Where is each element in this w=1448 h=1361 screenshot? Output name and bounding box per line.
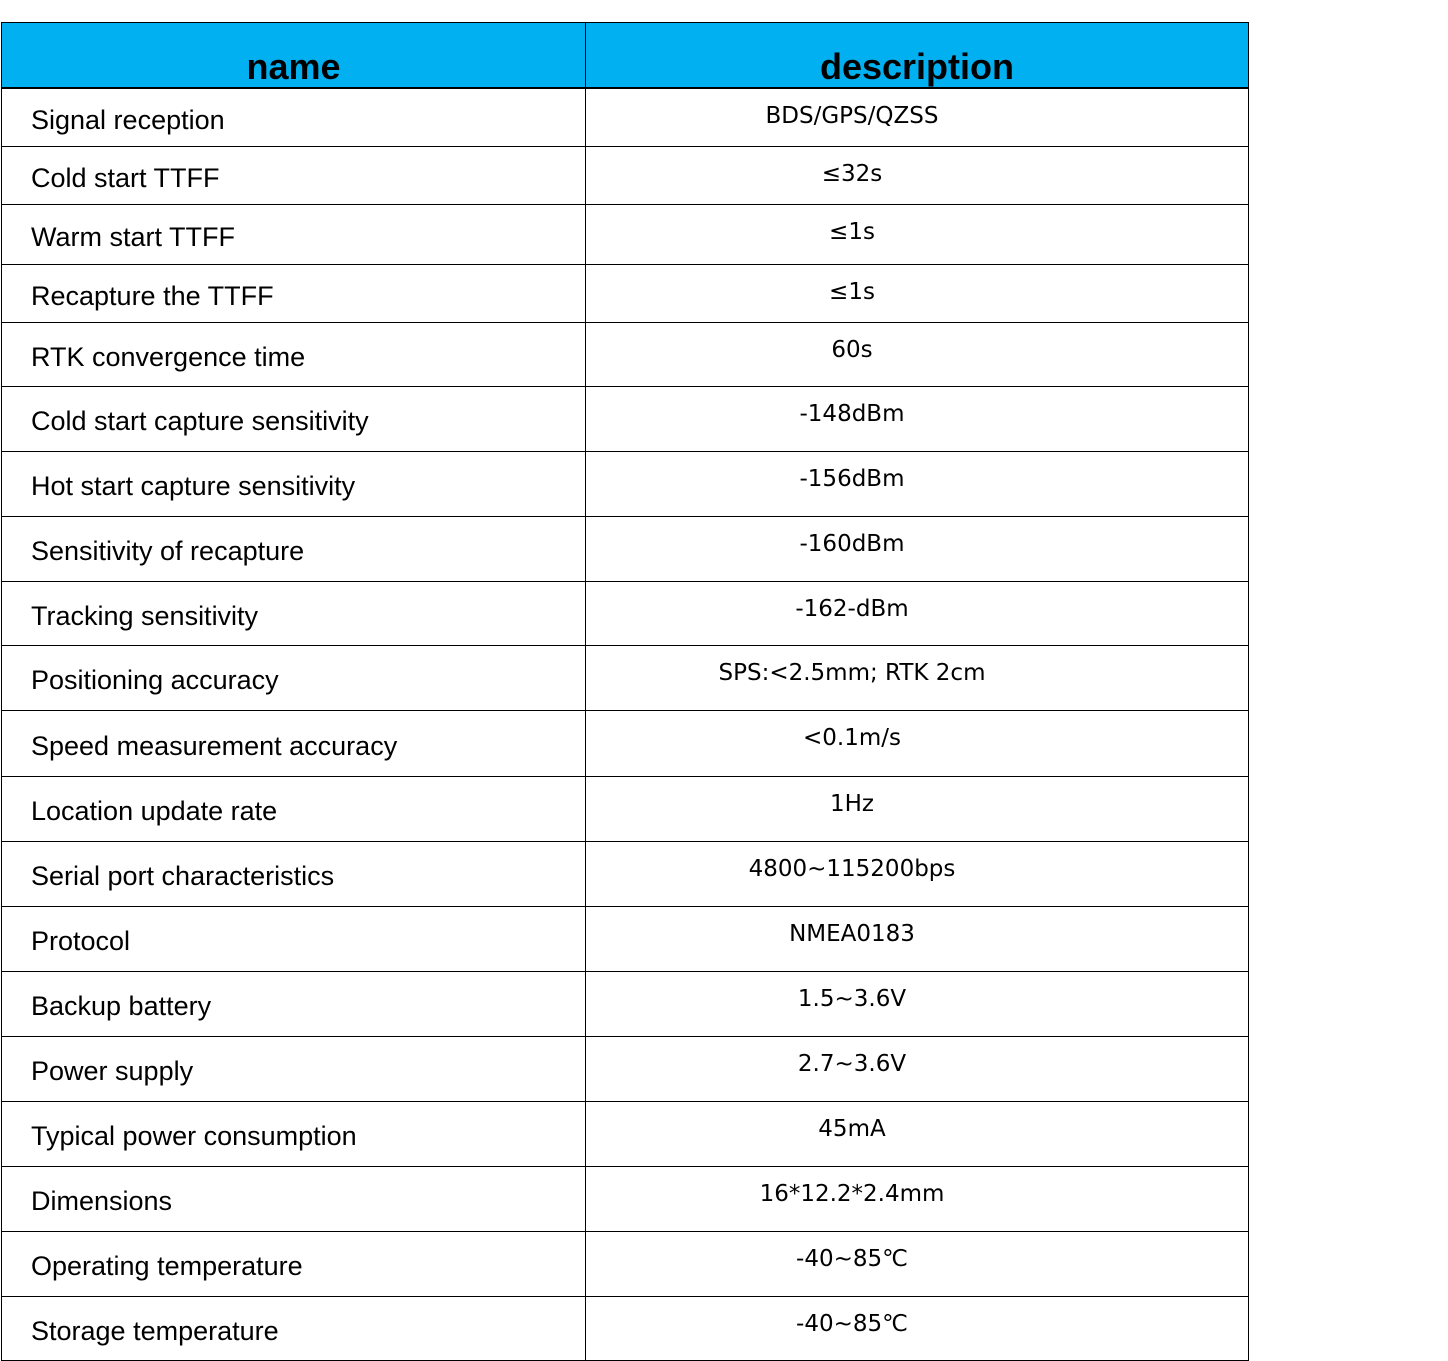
table-row bbox=[2, 1101, 1249, 1166]
header-row bbox=[2, 23, 1249, 89]
cell-description: -40~85℃ bbox=[586, 1231, 1249, 1296]
cell-name: Power supply bbox=[2, 1036, 586, 1101]
table-row bbox=[2, 710, 1249, 776]
cell-name: Tracking sensitivity bbox=[2, 581, 586, 645]
cell-description: -156dBm bbox=[586, 451, 1249, 516]
table-row bbox=[2, 451, 1249, 516]
table-row bbox=[2, 1296, 1249, 1360]
cell-description: 1Hz bbox=[586, 776, 1249, 841]
cell-name: Sensitivity of recapture bbox=[2, 516, 586, 581]
table-row bbox=[2, 1231, 1249, 1296]
cell-description: 4800~115200bps bbox=[586, 841, 1249, 906]
table-row bbox=[2, 841, 1249, 906]
cell-name: Hot start capture sensitivity bbox=[2, 451, 586, 516]
cell-description: -148dBm bbox=[586, 386, 1249, 451]
cell-description: 16*12.2*2.4mm bbox=[586, 1166, 1249, 1231]
cell-name: Recapture the TTFF bbox=[2, 264, 586, 322]
cell-name: Operating temperature bbox=[2, 1231, 586, 1296]
table-row bbox=[2, 516, 1249, 581]
table-row bbox=[2, 204, 1249, 264]
table-row bbox=[2, 906, 1249, 971]
cell-description: -160dBm bbox=[586, 516, 1249, 581]
cell-name: Serial port characteristics bbox=[2, 841, 586, 906]
table-row bbox=[2, 88, 1249, 146]
table-row bbox=[2, 1166, 1249, 1231]
cell-description: -162-dBm bbox=[586, 581, 1249, 645]
table-row bbox=[2, 776, 1249, 841]
cell-name: Signal reception bbox=[2, 88, 586, 146]
table-row bbox=[2, 146, 1249, 204]
cell-description: 1.5~3.6V bbox=[586, 971, 1249, 1036]
cell-name: RTK convergence time bbox=[2, 322, 586, 386]
table-row bbox=[2, 581, 1249, 645]
table-row bbox=[2, 645, 1249, 710]
table-row bbox=[2, 386, 1249, 451]
cell-name: Storage temperature bbox=[2, 1296, 586, 1360]
cell-name: Speed measurement accuracy bbox=[2, 710, 586, 776]
cell-description: BDS/GPS/QZSS bbox=[586, 88, 1249, 146]
spec-table bbox=[1, 22, 1249, 1361]
cell-name: Protocol bbox=[2, 906, 586, 971]
cell-name: Cold start capture sensitivity bbox=[2, 386, 586, 451]
cell-name: Backup battery bbox=[2, 971, 586, 1036]
cell-description: ≤32s bbox=[586, 146, 1249, 204]
cell-description: ≤1s bbox=[586, 204, 1249, 264]
cell-description: SPS:<2.5mm; RTK 2cm bbox=[586, 645, 1249, 710]
cell-description: 60s bbox=[586, 322, 1249, 386]
table-row bbox=[2, 971, 1249, 1036]
table-row bbox=[2, 264, 1249, 322]
cell-name: Positioning accuracy bbox=[2, 645, 586, 710]
cell-name: Dimensions bbox=[2, 1166, 586, 1231]
table-body bbox=[2, 88, 1249, 1360]
cell-description: 2.7~3.6V bbox=[586, 1036, 1249, 1101]
cell-name: Warm start TTFF bbox=[2, 204, 586, 264]
header-description: description bbox=[586, 23, 1249, 89]
table-row bbox=[2, 1036, 1249, 1101]
cell-description: 45mA bbox=[586, 1101, 1249, 1166]
cell-name: Typical power consumption bbox=[2, 1101, 586, 1166]
cell-name: Location update rate bbox=[2, 776, 586, 841]
table-row bbox=[2, 322, 1249, 386]
header-name: name bbox=[2, 23, 586, 89]
cell-description: <0.1m/s bbox=[586, 710, 1249, 776]
cell-description: -40~85℃ bbox=[586, 1296, 1249, 1360]
cell-name: Cold start TTFF bbox=[2, 146, 586, 204]
cell-description: NMEA0183 bbox=[586, 906, 1249, 971]
cell-description: ≤1s bbox=[586, 264, 1249, 322]
